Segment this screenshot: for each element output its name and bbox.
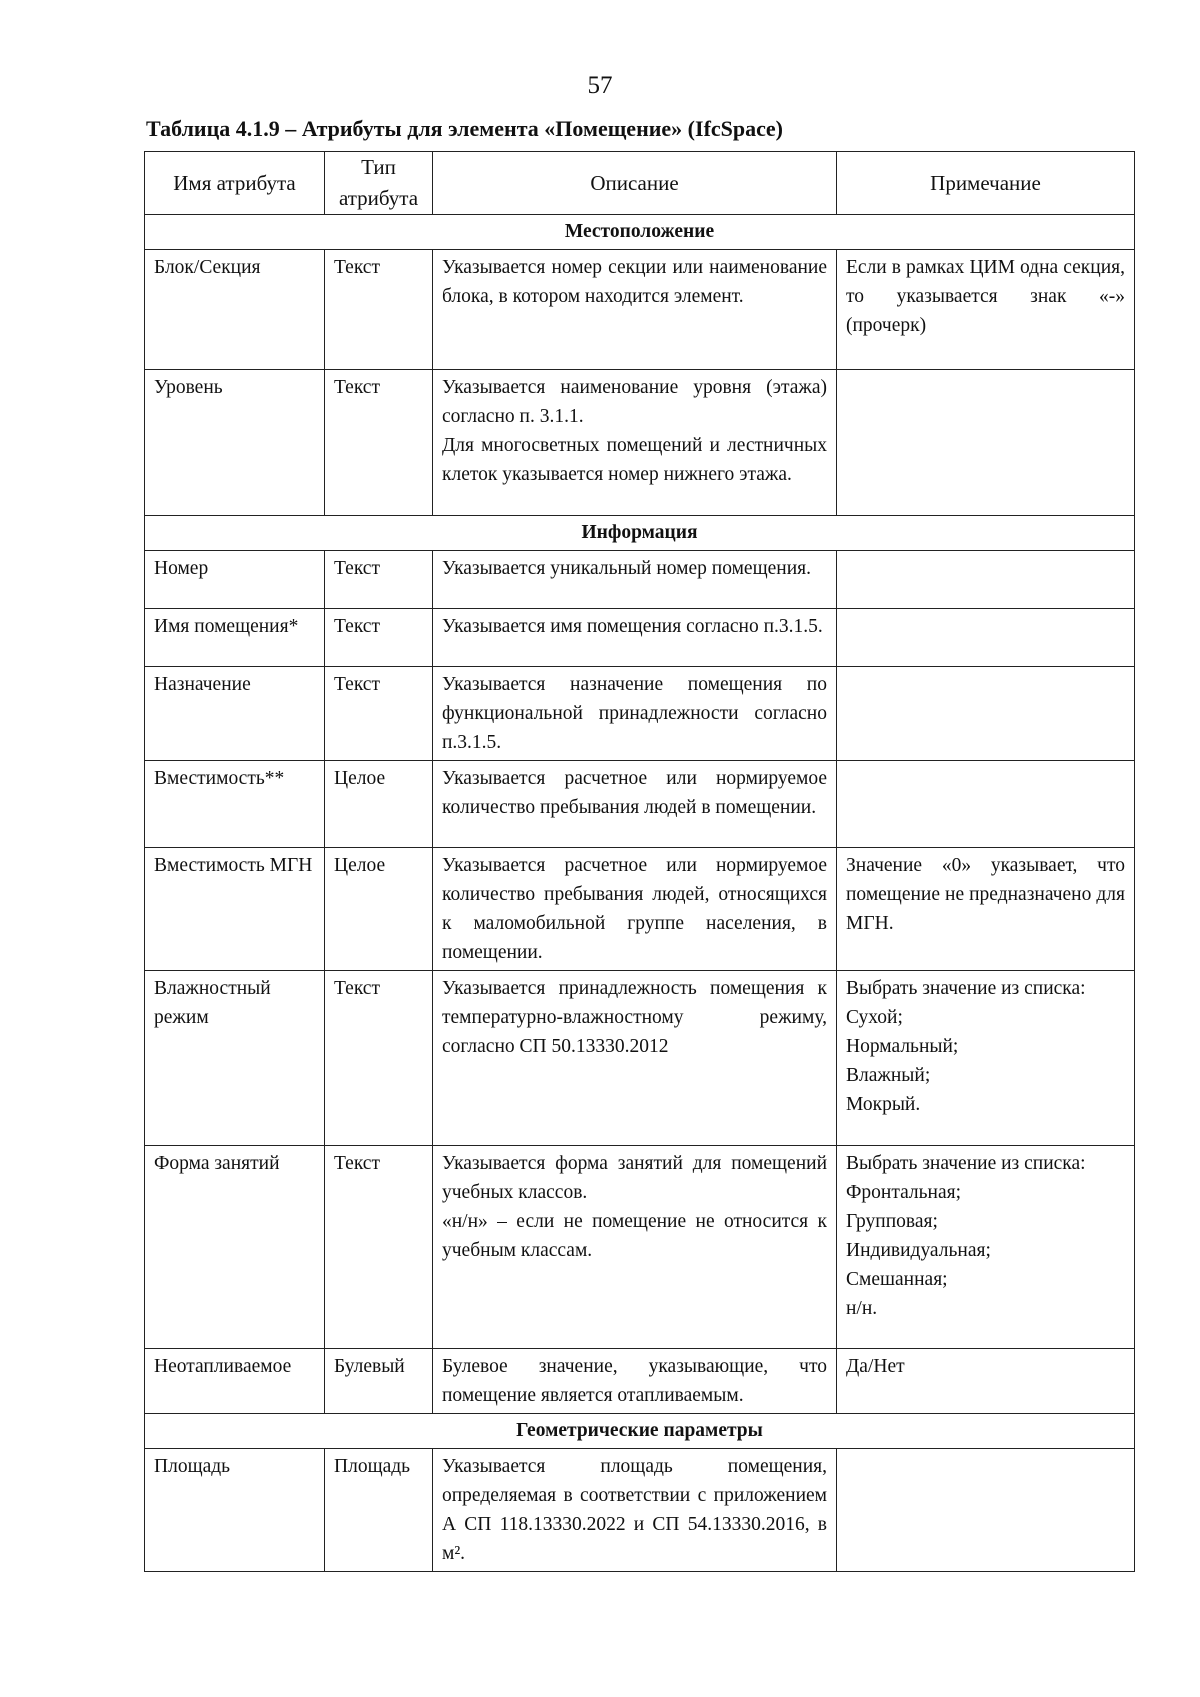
attribute-name-cell: Назначение bbox=[145, 667, 325, 761]
attribute-name-cell: Номер bbox=[145, 551, 325, 609]
description-cell bbox=[433, 1146, 837, 1349]
attribute-name-cell: Неотапливаемое bbox=[145, 1349, 325, 1414]
table-row bbox=[145, 1449, 1135, 1572]
table-row bbox=[145, 848, 1135, 971]
description-line: Указывается площадь помещения, определяемая в соответствии с приложением А СП 118.13330.2022 и СП 54.13330.2016, в м². bbox=[442, 1456, 827, 1564]
attribute-name-cell: Форма занятий bbox=[145, 1146, 325, 1349]
section-title: Геометрические параметры bbox=[145, 1414, 1135, 1449]
description-line: Указывается расчетное или нормируемое количество пребывания людей, относящихся к маломобильной группе населения, в помещении. bbox=[442, 855, 827, 963]
section-row bbox=[145, 516, 1135, 551]
attribute-type-cell: Целое bbox=[325, 848, 433, 971]
description-line: Указывается имя помещения согласно п.3.1.5. bbox=[442, 616, 823, 637]
description-cell bbox=[433, 609, 837, 667]
note-cell bbox=[837, 761, 1135, 848]
description-cell bbox=[433, 250, 837, 370]
attribute-name-cell: Блок/Секция bbox=[145, 250, 325, 370]
description-line: Булевое значение, указывающие, что помещение является отапливаемым. bbox=[442, 1356, 827, 1406]
attribute-name-cell: Вместимость МГН bbox=[145, 848, 325, 971]
header-attribute-name: Имя атрибута bbox=[145, 152, 325, 215]
attribute-type-cell: Целое bbox=[325, 761, 433, 848]
note-cell bbox=[837, 667, 1135, 761]
attribute-type-cell: Текст bbox=[325, 551, 433, 609]
attribute-type-cell: Булевый bbox=[325, 1349, 433, 1414]
header-attribute-type: Тип атрибута bbox=[325, 152, 433, 215]
note-line: Индивидуальная; bbox=[846, 1240, 991, 1261]
description-cell bbox=[433, 761, 837, 848]
description-cell bbox=[433, 848, 837, 971]
table-row bbox=[145, 551, 1135, 609]
page-number: 57 bbox=[587, 72, 613, 99]
table-row bbox=[145, 250, 1135, 370]
attribute-name-cell: Уровень bbox=[145, 370, 325, 516]
note-line: Если в рамках ЦИМ одна секция, то указывается знак «-» (прочерк) bbox=[846, 257, 1125, 336]
note-cell bbox=[837, 971, 1135, 1146]
note-line: н/н. bbox=[846, 1298, 878, 1319]
attribute-type-cell: Текст bbox=[325, 250, 433, 370]
description-line: Для многосветных помещений и лестничных клеток указывается номер нижнего этажа. bbox=[442, 435, 827, 485]
table-row bbox=[145, 1146, 1135, 1349]
note-line: Смешанная; bbox=[846, 1269, 948, 1290]
table-caption: Таблица 4.1.9 – Атрибуты для элемента «Помещение» (IfcSpace) bbox=[146, 116, 783, 141]
note-cell bbox=[837, 609, 1135, 667]
description-line: Указывается назначение помещения по функциональной принадлежности согласно п.3.1.5. bbox=[442, 674, 827, 753]
description-line: Указывается наименование уровня (этажа) согласно п. 3.1.1. bbox=[442, 377, 827, 427]
description-line: Указывается расчетное или нормируемое количество пребывания людей в помещении. bbox=[442, 768, 827, 818]
description-cell bbox=[433, 370, 837, 516]
description-cell bbox=[433, 1349, 837, 1414]
note-line: Да/Нет bbox=[846, 1356, 905, 1377]
table-row bbox=[145, 609, 1135, 667]
attribute-type-cell: Текст bbox=[325, 667, 433, 761]
note-cell bbox=[837, 1349, 1135, 1414]
table-row bbox=[145, 667, 1135, 761]
note-line: Влажный; bbox=[846, 1065, 931, 1086]
note-line: Сухой; bbox=[846, 1007, 903, 1028]
section-row bbox=[145, 1414, 1135, 1449]
note-line: Фронтальная; bbox=[846, 1182, 962, 1203]
description-line: Указывается принадлежность помещения к температурно-влажностному режиму, согласно СП 50.13330.2012 bbox=[442, 978, 827, 1057]
table-body bbox=[145, 215, 1135, 1572]
table-row bbox=[145, 1349, 1135, 1414]
attribute-name-cell: Вместимость** bbox=[145, 761, 325, 848]
header-note: Примечание bbox=[837, 152, 1135, 215]
section-row bbox=[145, 215, 1135, 250]
description-cell bbox=[433, 667, 837, 761]
description-line: Указывается номер секции или наименование блока, в котором находится элемент. bbox=[442, 257, 827, 307]
note-line: Значение «0» указывает, что помещение не предназначено для МГН. bbox=[846, 855, 1125, 934]
table-header bbox=[145, 152, 1135, 215]
note-cell bbox=[837, 1146, 1135, 1349]
attribute-name-cell: Влажностный режим bbox=[145, 971, 325, 1146]
description-cell bbox=[433, 551, 837, 609]
section-title: Местоположение bbox=[145, 215, 1135, 250]
description-line: Указывается уникальный номер помещения. bbox=[442, 558, 811, 579]
attribute-type-cell: Текст bbox=[325, 1146, 433, 1349]
note-line: Нормальный; bbox=[846, 1036, 959, 1057]
table-row bbox=[145, 370, 1135, 516]
attribute-type-cell: Текст bbox=[325, 609, 433, 667]
attribute-name-cell: Площадь bbox=[145, 1449, 325, 1572]
note-cell bbox=[837, 551, 1135, 609]
note-line: Выбрать значение из списка: bbox=[846, 978, 1086, 999]
note-line: Выбрать значение из списка: bbox=[846, 1153, 1086, 1174]
description-line: «н/н» – если не помещение не относится к учебным классам. bbox=[442, 1211, 827, 1261]
description-cell bbox=[433, 1449, 837, 1572]
description-line: Указывается форма занятий для помещений учебных классов. bbox=[442, 1153, 827, 1203]
attributes-table bbox=[144, 151, 1135, 1572]
header-description: Описание bbox=[433, 152, 837, 215]
table-row bbox=[145, 761, 1135, 848]
attribute-type-cell: Текст bbox=[325, 370, 433, 516]
note-cell bbox=[837, 848, 1135, 971]
note-line: Мокрый. bbox=[846, 1094, 921, 1115]
note-cell bbox=[837, 370, 1135, 516]
description-cell bbox=[433, 971, 837, 1146]
attribute-name-cell: Имя помещения* bbox=[145, 609, 325, 667]
note-line: Групповая; bbox=[846, 1211, 938, 1232]
table-row bbox=[145, 971, 1135, 1146]
attribute-type-cell: Текст bbox=[325, 971, 433, 1146]
note-cell bbox=[837, 1449, 1135, 1572]
note-cell bbox=[837, 250, 1135, 370]
attribute-type-cell: Площадь bbox=[325, 1449, 433, 1572]
section-title: Информация bbox=[145, 516, 1135, 551]
